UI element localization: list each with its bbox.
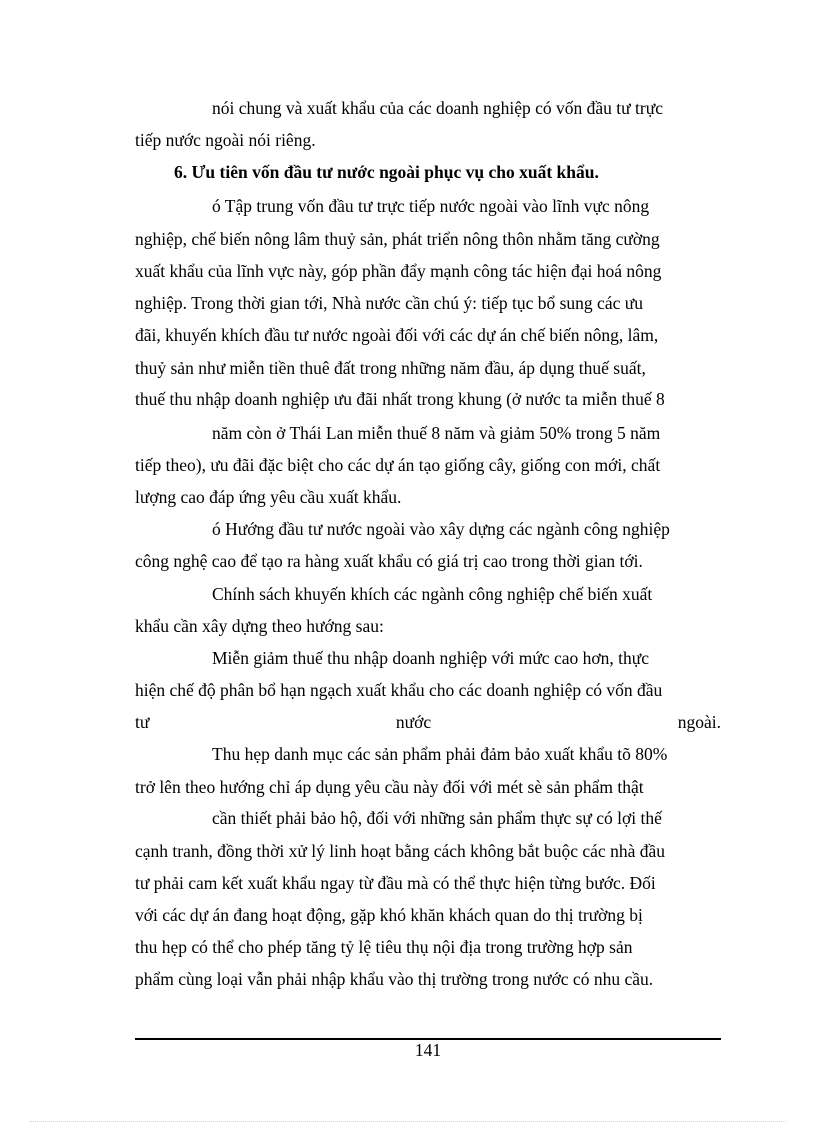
paragraph-line: thuỷ sản như miễn tiền thuê đất trong những năm đầu, áp dụng thuế suất,	[135, 358, 646, 378]
paragraph-line: cần thiết phải bảo hộ, đối với những sản phẩm thực sự có lợi thế	[212, 808, 662, 828]
paragraph-line: khẩu cần xây dựng theo hướng sau:	[135, 616, 384, 636]
paragraph-line: thuế thu nhập doanh nghiệp ưu đãi nhất trong khung (ở nước ta miễn thuế 8	[135, 389, 665, 409]
paragraph-line: Chính sách khuyến khích các ngành công nghiệp chế biến xuất	[212, 584, 653, 604]
paragraph-line: tiếp theo), ưu đãi đặc biệt cho các dự án tạo giống cây, giống con mới, chất	[135, 455, 661, 475]
paragraph-line: lượng cao đáp ứng yêu cầu xuất khẩu.	[135, 487, 402, 507]
paragraph-line: phẩm cùng loại vẫn phải nhập khẩu vào thị trường trong nước có nhu cầu.	[135, 969, 654, 989]
page-number: 141	[414, 1040, 442, 1060]
section-heading: 6. Ưu tiên vốn đầu tư nước ngoài phục vụ cho xuất khẩu.	[174, 162, 599, 182]
paragraph-line: tiếp nước ngoài nói riêng.	[135, 130, 316, 150]
paragraph-line: trở lên theo hướng chỉ áp dụng yêu cầu này đối với mét sè sản phẩm thật	[135, 777, 644, 797]
paragraph-line: năm còn ở Thái Lan miễn thuế 8 năm và giảm 50% trong 5 năm	[212, 423, 661, 443]
paragraph-line: tư nước ngoài.	[135, 712, 721, 732]
paragraph-line: nghiệp, chế biến nông lâm thuỷ sản, phát triển nông thôn nhằm tăng cường	[135, 229, 660, 249]
paragraph-line: nói chung và xuất khẩu của các doanh nghiệp có vốn đầu tư trực	[212, 98, 663, 118]
paragraph-line: hiện chế độ phân bổ hạn ngạch xuất khẩu cho các doanh nghiệp có vốn đầu	[135, 680, 663, 700]
paragraph-line: với các dự án đang hoạt động, gặp khó khăn khách quan do thị trường bị	[135, 905, 643, 925]
page-edge-divider	[30, 1121, 786, 1122]
paragraph-line: ó Hướng đầu tư nước ngoài vào xây dựng các ngành công nghiệp	[212, 519, 670, 539]
paragraph-line: Miễn giảm thuế thu nhập doanh nghiệp với mức cao hơn, thực	[212, 648, 649, 668]
paragraph-line: Thu hẹp danh mục các sản phẩm phải đảm bảo xuất khẩu tõ 80%	[212, 744, 668, 764]
paragraph-line: ó Tập trung vốn đầu tư trực tiếp nước ngoài vào lĩnh vực nông	[212, 196, 650, 216]
paragraph-line: xuất khẩu của lĩnh vực này, góp phần đẩy mạnh công tác hiện đại hoá nông	[135, 261, 662, 281]
paragraph-line: cạnh tranh, đồng thời xử lý linh hoạt bằng cách không bắt buộc các nhà đầu	[135, 841, 665, 861]
paragraph-line: thu hẹp có thể cho phép tăng tỷ lệ tiêu thụ nội địa trong trường hợp sản	[135, 937, 633, 957]
paragraph-line: tư phải cam kết xuất khẩu ngay từ đầu mà có thể thực hiện từng bước. Đối	[135, 873, 656, 893]
paragraph-line: nghiệp. Trong thời gian tới, Nhà nước cần chú ý: tiếp tục bổ sung các ưu	[135, 293, 643, 313]
paragraph-line: công nghệ cao để tạo ra hàng xuất khẩu có giá trị cao trong thời gian tới.	[135, 551, 643, 571]
paragraph-line: đãi, khuyến khích đầu tư nước ngoài đối với các dự án chế biến nông, lâm,	[135, 325, 659, 345]
